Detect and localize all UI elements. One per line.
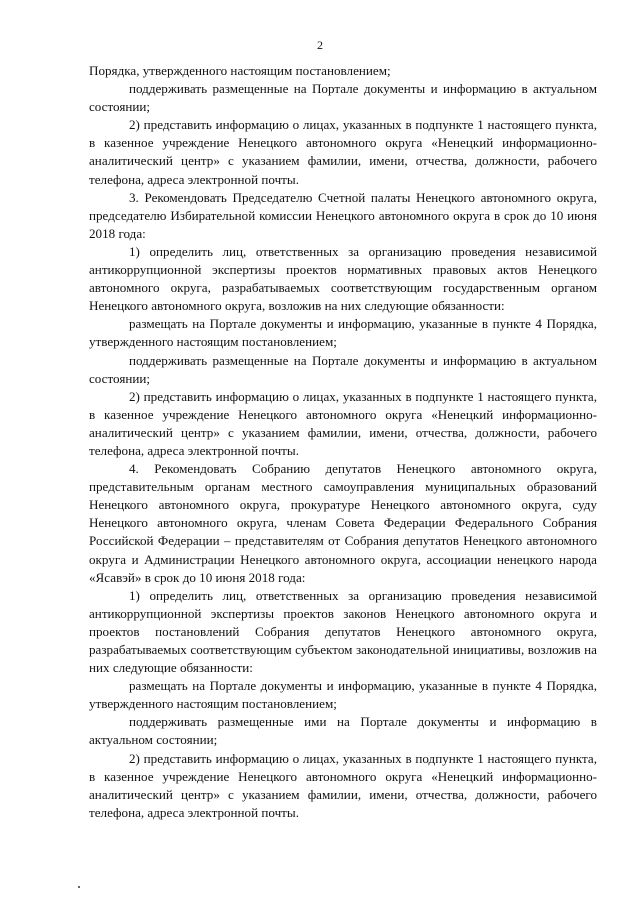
paragraph: размещать на Портале документы и информацию, указанные в пункте 4 Порядка, утвержденного настоящим постановлением; (89, 316, 597, 350)
scan-speck (78, 886, 80, 888)
paragraph: 2) представить информацию о лицах, указанных в подпункте 1 настоящего пункта, в казенное учреждение Ненецкого автономного округа «Ненецкий информационно-аналитический центр» с указанием фамилии, имени, отчества, должности, рабочего телефона, адреса электронной почты. (89, 388, 597, 458)
paragraph: поддерживать размещенные на Портале документы и информацию в актуальном состоянии; (89, 352, 597, 386)
paragraph: размещать на Портале документы и информацию, указанные в пункте 4 Порядка, утвержденного настоящим постановлением; (89, 678, 597, 712)
paragraph: 3. Рекомендовать Председателю Счетной палаты Ненецкого автономного округа, председателю Избирательной комиссии Ненецкого автономного округа в срок до 10 июня 2018 года: (89, 189, 597, 241)
paragraph: поддерживать размещенные ими на Портале документы и информацию в актуальном состоянии; (89, 714, 597, 748)
paragraph: 4. Рекомендовать Собранию депутатов Ненецкого автономного округа, представительным органам местного самоуправления муниципальных образований Ненецкого автономного округа, прокуратуре Ненецкого автономного округа, суду Ненецкого автономного округа, членам Совета Федерации Федерального Собрания Российской Федерации – представителям от Собрания депутатов Ненецкого автономного округа и Администрации Ненецкого автономного округа, ассоциации ненецкого народа «Ясавэй» в срок до 10 июня 2018 года: (89, 461, 597, 585)
body-text (89, 62, 597, 822)
paragraph: 1) определить лиц, ответственных за организацию проведения независимой антикоррупционной экспертизы проектов нормативных правовых актов Ненецкого автономного округа, разрабатываемых соответствующим государственным органом Ненецкого автономного округа, возложив на них следующие обязанности: (89, 243, 597, 314)
paragraph: Порядка, утвержденного настоящим постановлением; (89, 63, 391, 78)
paragraph: 2) представить информацию о лицах, указанных в подпункте 1 настоящего пункта, в казенное учреждение Ненецкого автономного округа «Ненецкий информационно-аналитический центр» с указанием фамилии, имени, отчества, должности, рабочего телефона, адреса электронной почты. (89, 117, 597, 187)
paragraph: поддерживать размещенные на Портале документы и информацию в актуальном состоянии; (89, 81, 597, 115)
paragraph: 1) определить лиц, ответственных за организацию проведения независимой антикоррупционной экспертизы проектов законов Ненецкого автономного округа и проектов постановлений Собрания депутатов Ненецкого автономного округа, разрабатываемых соответствующим субъектом законодательной инициативы, возложив на них следующие обязанности: (89, 587, 597, 676)
page-number: 2 (317, 38, 323, 52)
paragraph: 2) представить информацию о лицах, указанных в подпункте 1 настоящего пункта, в казенное учреждение Ненецкого автономного округа «Ненецкий информационно-аналитический центр» с указанием фамилии, имени, отчества, должности, рабочего телефона, адреса электронной почты. (89, 750, 597, 820)
